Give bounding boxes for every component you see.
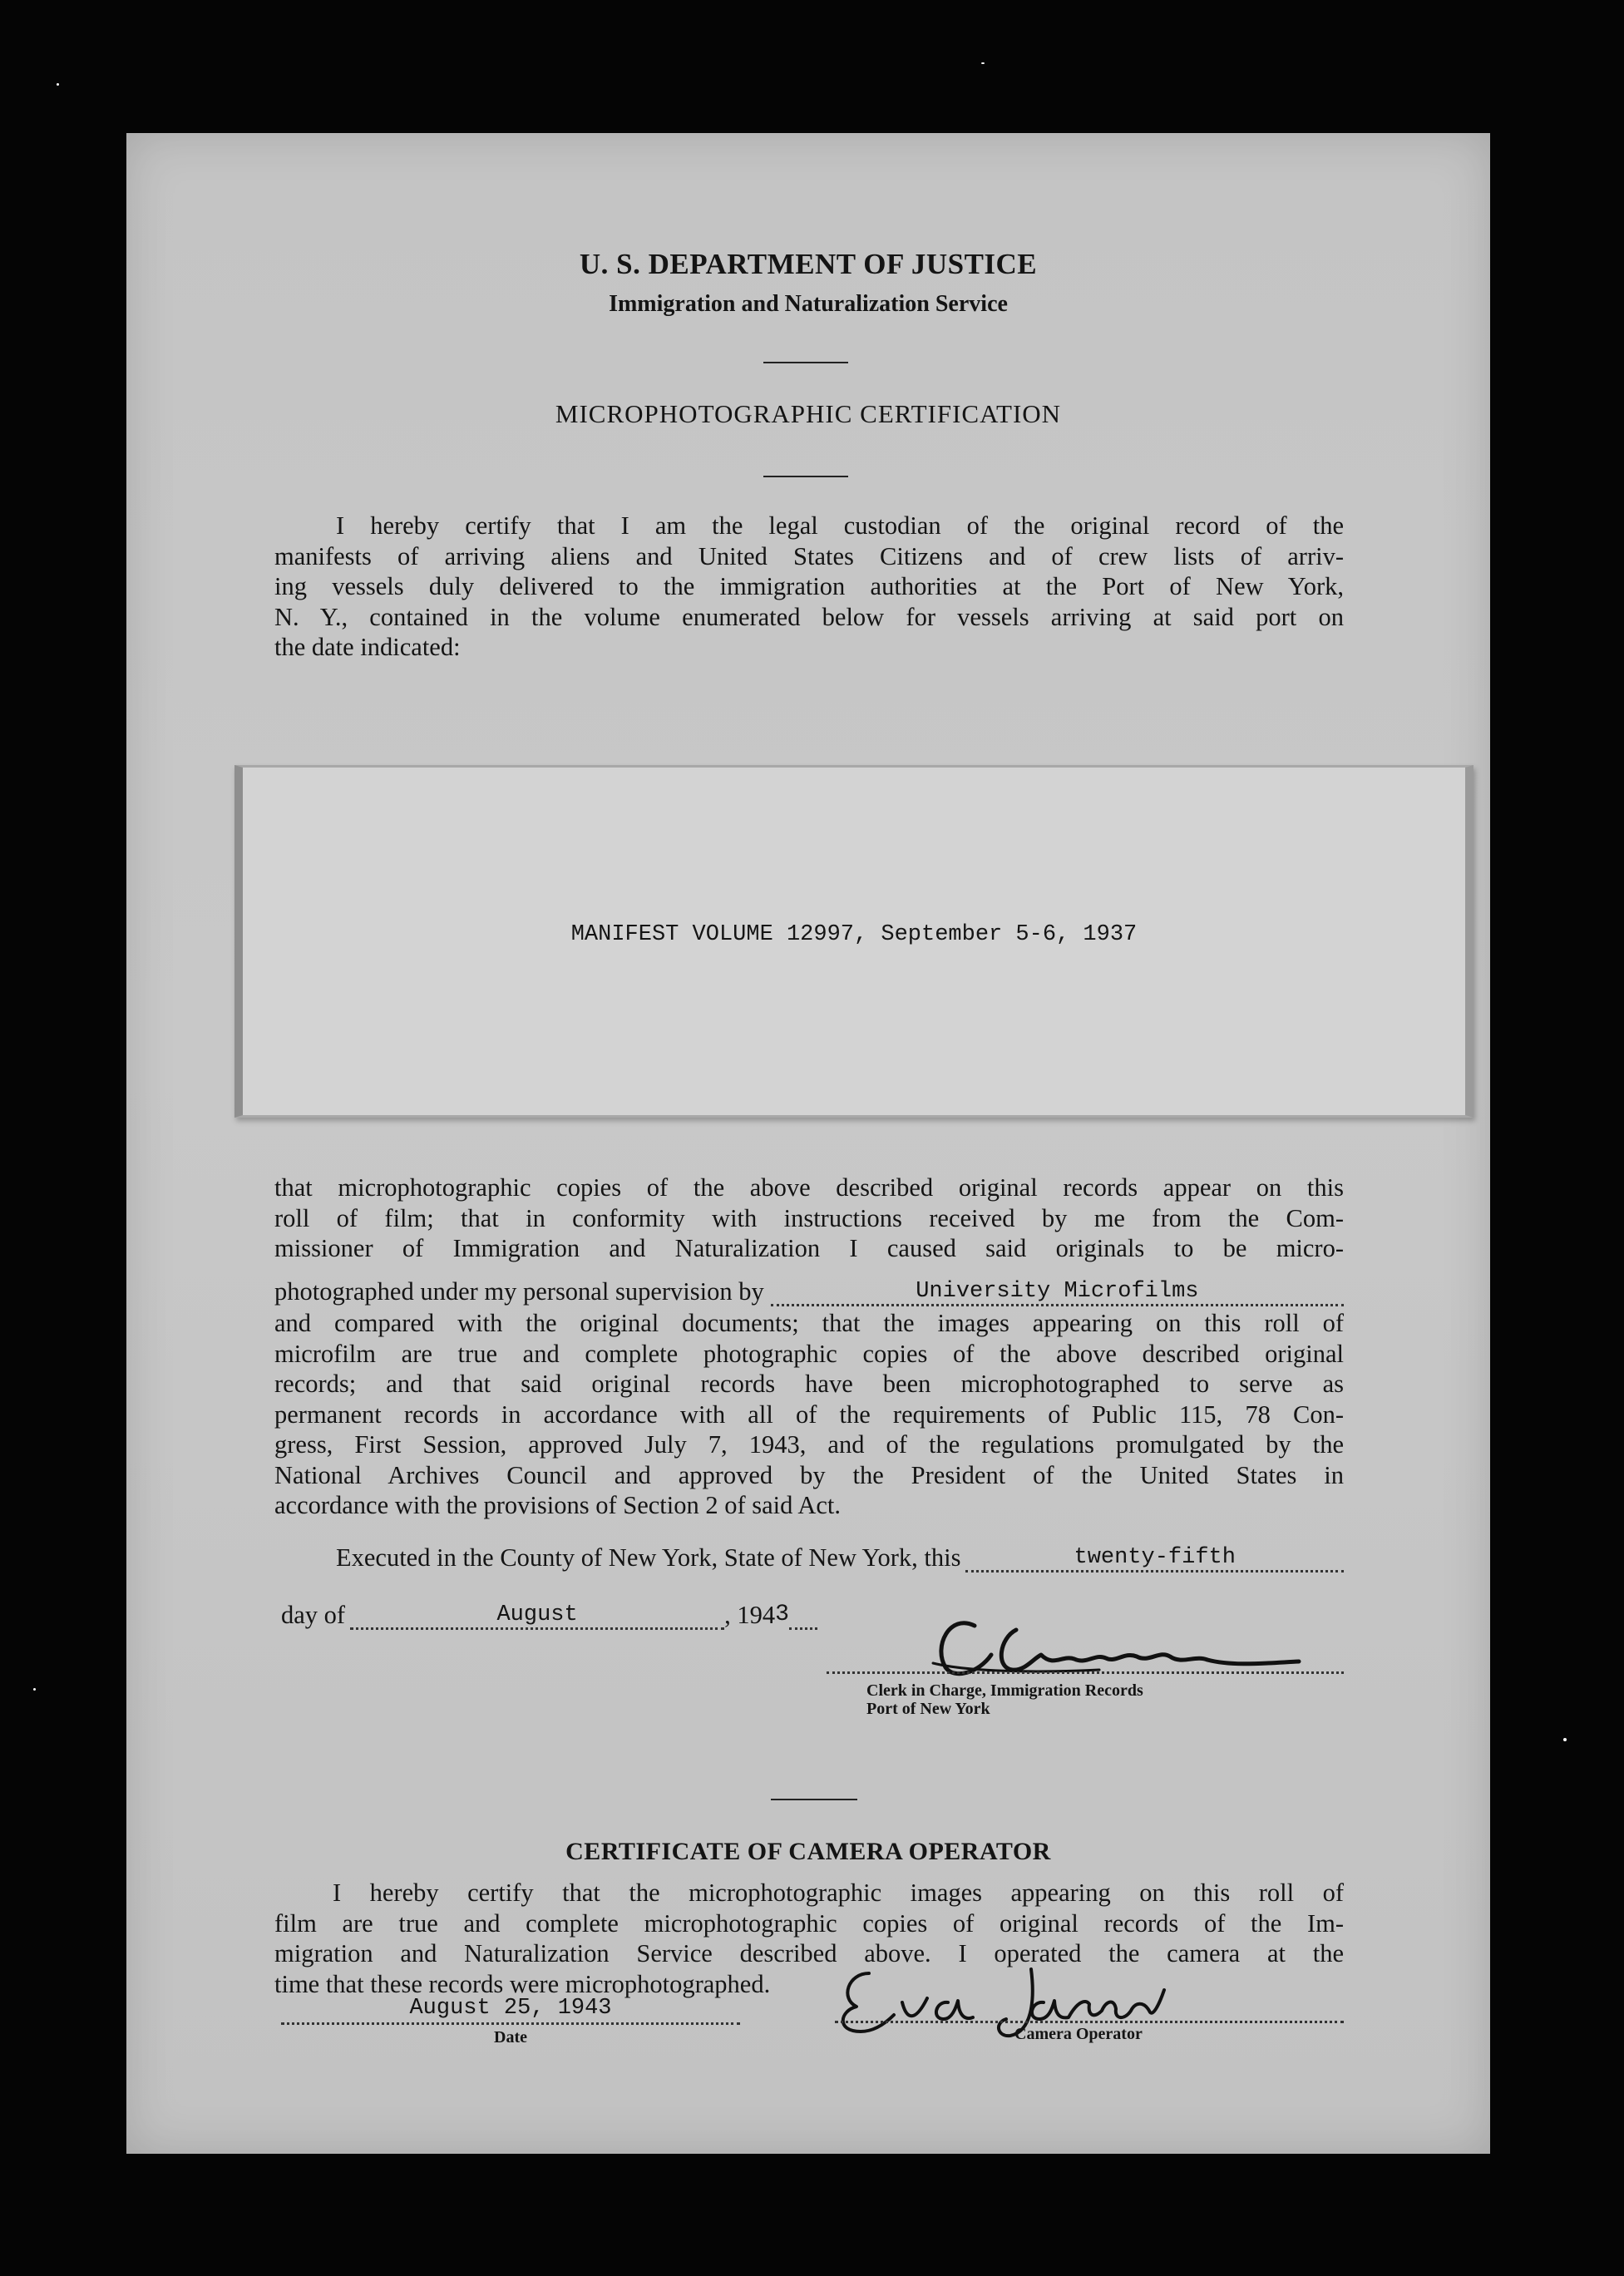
camera-operator-heading: CERTIFICATE OF CAMERA OPERATOR xyxy=(565,1838,1051,1865)
scan-speck xyxy=(981,62,985,64)
clerk-title-line1: Clerk in Charge, Immigration Records xyxy=(866,1681,1143,1700)
month-field: August xyxy=(350,1602,724,1630)
body-line: National Archives Council and approved by the President of the United States in xyxy=(274,1460,1344,1489)
department-heading: U. S. DEPARTMENT OF JUSTICE xyxy=(579,248,1038,280)
camera-line: film are true and complete microphotographic copies of original records of the Im- xyxy=(274,1908,1344,1938)
supervision-prefix: photographed under my personal supervision by xyxy=(274,1277,764,1306)
camera-line: time that these records were microphotographed. xyxy=(274,1969,771,1998)
day-of-label: day of xyxy=(281,1601,346,1629)
camera-operator-paragraph xyxy=(274,1878,1344,1999)
body-paragraph-bottom xyxy=(274,1308,1344,1521)
year-dots xyxy=(789,1609,817,1630)
supervision-line xyxy=(274,1276,1344,1306)
body-line: gress, First Session, approved July 7, 1943, and of the regulations promulgated by the xyxy=(274,1430,1344,1459)
executed-line xyxy=(336,1543,1344,1572)
clerk-title-line2: Port of New York xyxy=(866,1700,990,1718)
manifest-volume-label: MANIFEST VOLUME 12997, September 5-6, 1937 xyxy=(570,922,1138,947)
body-line: permanent records in accordance with all of the requirements of Public 115, 78 Con- xyxy=(274,1400,1344,1429)
divider xyxy=(763,476,848,477)
body-line: and compared with the original documents; that the images appearing on this roll of xyxy=(274,1309,1344,1337)
intro-line: N. Y., contained in the volume enumerated below for vessels arriving at said port on xyxy=(274,602,1344,631)
camera-operator-label: Camera Operator xyxy=(1014,2025,1143,2043)
scan-speck xyxy=(33,1688,36,1691)
body-line: records; and that said original records have been microphotographed to serve as xyxy=(274,1370,1344,1398)
certification-title: MICROPHOTOGRAPHIC CERTIFICATION xyxy=(555,399,1062,428)
intro-line: manifests of arriving aliens and United States Citizens and of crew lists of arriv- xyxy=(274,541,1344,570)
body-paragraph-top xyxy=(274,1173,1344,1264)
body-line: roll of film; that in conformity with instructions received by me from the Com- xyxy=(274,1203,1344,1232)
manifest-label-card xyxy=(234,765,1473,1118)
body-line: missioner of Immigration and Naturalization I caused said originals to be micro- xyxy=(274,1234,1344,1262)
camera-line: migration and Naturalization Service described above. I operated the camera at the xyxy=(274,1939,1344,1967)
executed-prefix: Executed in the County of New York, State of New York, this xyxy=(336,1543,961,1572)
year-prefix: , 194 xyxy=(724,1601,776,1629)
scan-speck xyxy=(1563,1738,1567,1741)
date-line xyxy=(281,1600,817,1630)
supervision-by-field: University Microfilms xyxy=(771,1279,1344,1306)
scan-speck xyxy=(57,83,59,86)
operator-date-block xyxy=(281,1994,740,2046)
operator-date-field: August 25, 1943 xyxy=(281,1994,740,2025)
divider xyxy=(771,1799,857,1800)
clerk-title xyxy=(866,1681,1143,1718)
operator-date-label: Date xyxy=(494,2028,527,2046)
service-subheading: Immigration and Naturalization Service xyxy=(609,291,1008,317)
body-line: accordance with the provisions of Section 2 of said Act. xyxy=(274,1491,841,1519)
body-line: that microphotographic copies of the above described original records appear on this xyxy=(274,1173,1344,1202)
body-line: microfilm are true and complete photographic copies of the above described original xyxy=(274,1339,1344,1368)
year-suffix: 3 xyxy=(775,1602,789,1627)
clerk-signature-line xyxy=(827,1671,1344,1674)
intro-line: the date indicated: xyxy=(274,633,461,661)
intro-paragraph xyxy=(274,511,1344,663)
certificate-page xyxy=(126,133,1490,2154)
camera-line: I hereby certify that the microphotographic images appearing on this roll of xyxy=(333,1879,1344,1907)
divider xyxy=(763,362,848,363)
intro-line: I hereby certify that I am the legal custodian of the original record of the xyxy=(336,511,1344,540)
camera-operator-signature-line xyxy=(835,2021,1344,2023)
intro-line: ing vessels duly delivered to the immigration authorities at the Port of New York, xyxy=(274,572,1344,600)
executed-day-field: twenty-fifth xyxy=(965,1545,1344,1572)
